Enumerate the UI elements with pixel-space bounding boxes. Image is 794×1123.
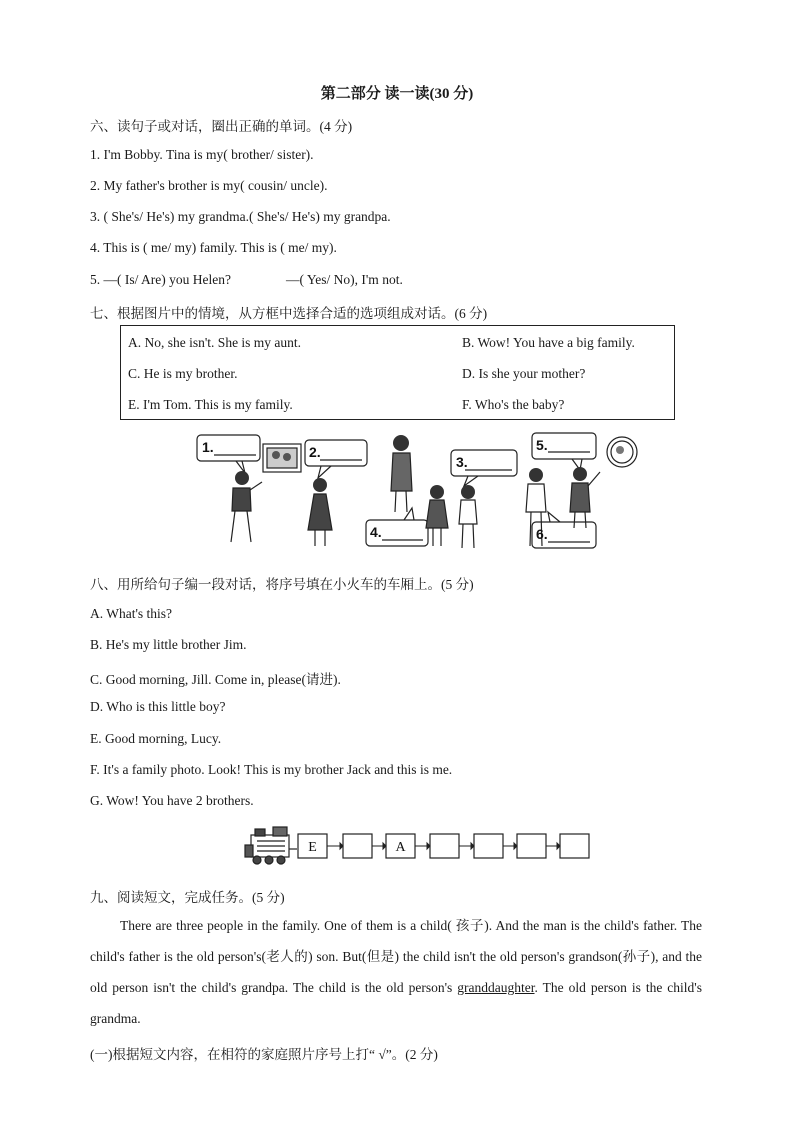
train-car-3-label: A [395, 840, 406, 855]
s8-item-e: E. Good morning, Lucy. [90, 731, 222, 746]
section-6-heading: 六、读句子或对话，圈出正确的单词。(4 分) [90, 119, 353, 134]
train-car-1-label: E [308, 840, 317, 855]
s6-item-5a: 5. —( Is/ Are) you Helen? [90, 272, 231, 287]
family-dialogue-illustration [190, 428, 640, 553]
train-car-5 [474, 834, 503, 858]
option-a: A. No, she isn't. She is my aunt. [128, 335, 302, 350]
passage-text: There are three people in the family. One of them is a child( 孩子). And the man is the child's father. The child's father is the old person's(老人的) son. But(但是) the child isn't the old person's grandson(孙子), and the old person isn't the child's grandpa. The child is the old person's [90, 918, 702, 995]
s8-item-d: D. Who is this little boy? [90, 699, 226, 714]
train-car-6 [517, 834, 546, 858]
option-b: B. Wow! You have a big family. [462, 335, 635, 350]
option-d: D. Is she your mother? [462, 366, 586, 381]
train-diagram [243, 825, 593, 867]
s8-item-g: G. Wow! You have 2 brothers. [90, 793, 254, 808]
s8-item-c: C. Good morning, Jill. Come in, please(请进). [90, 672, 341, 687]
underlined-word: granddaughter [457, 980, 535, 995]
s6-item-3: 3. ( She's/ He's) my grandma.( She's/ He's) my grandpa. [90, 209, 391, 224]
bubble-label-3: 3. [456, 454, 468, 470]
s6-item-1: 1. I'm Bobby. Tina is my( brother/ sister). [90, 147, 314, 162]
bubble-label-5: 5. [536, 437, 548, 453]
bubble-label-4: 4. [370, 524, 382, 540]
option-e: E. I'm Tom. This is my family. [128, 397, 293, 412]
s8-item-a: A. What's this? [90, 606, 173, 621]
reading-passage [90, 910, 702, 1034]
passage-end: . The old person is the child's grandma. [90, 980, 702, 1026]
train-car-2 [343, 834, 372, 858]
train-car-7 [560, 834, 589, 858]
bubble-label-2: 2. [309, 444, 321, 460]
s6-item-4: 4. This is ( me/ my) family. This is ( me/ my). [90, 240, 337, 255]
bubble-label-1: 1. [202, 439, 214, 455]
section-9-heading: 九、阅读短文，完成任务。(5 分) [90, 890, 285, 905]
options-box [120, 325, 675, 420]
bubble-label-6: 6. [536, 526, 548, 542]
option-c: C. He is my brother. [128, 366, 238, 381]
s8-item-b: B. He's my little brother Jim. [90, 637, 247, 652]
page-title: 第二部分 读一读(30 分) [320, 86, 474, 102]
section-8-heading: 八、用所给句子编一段对话，将序号填在小火车的车厢上。(5 分) [90, 577, 474, 592]
s9-sub-task: (一)根据短文内容，在相符的家庭照片序号上打“ √”。(2 分) [90, 1047, 438, 1062]
option-f: F. Who's the baby? [462, 397, 565, 412]
s8-item-f: F. It's a family photo. Look! This is my brother Jack and this is me. [90, 762, 453, 777]
section-7-heading: 七、根据图片中的情境，从方框中选择合适的选项组成对话。(6 分) [90, 306, 488, 321]
train-car-4 [430, 834, 459, 858]
s6-item-5b: —( Yes/ No), I'm not. [286, 272, 403, 287]
s6-item-2: 2. My father's brother is my( cousin/ uncle). [90, 178, 328, 193]
